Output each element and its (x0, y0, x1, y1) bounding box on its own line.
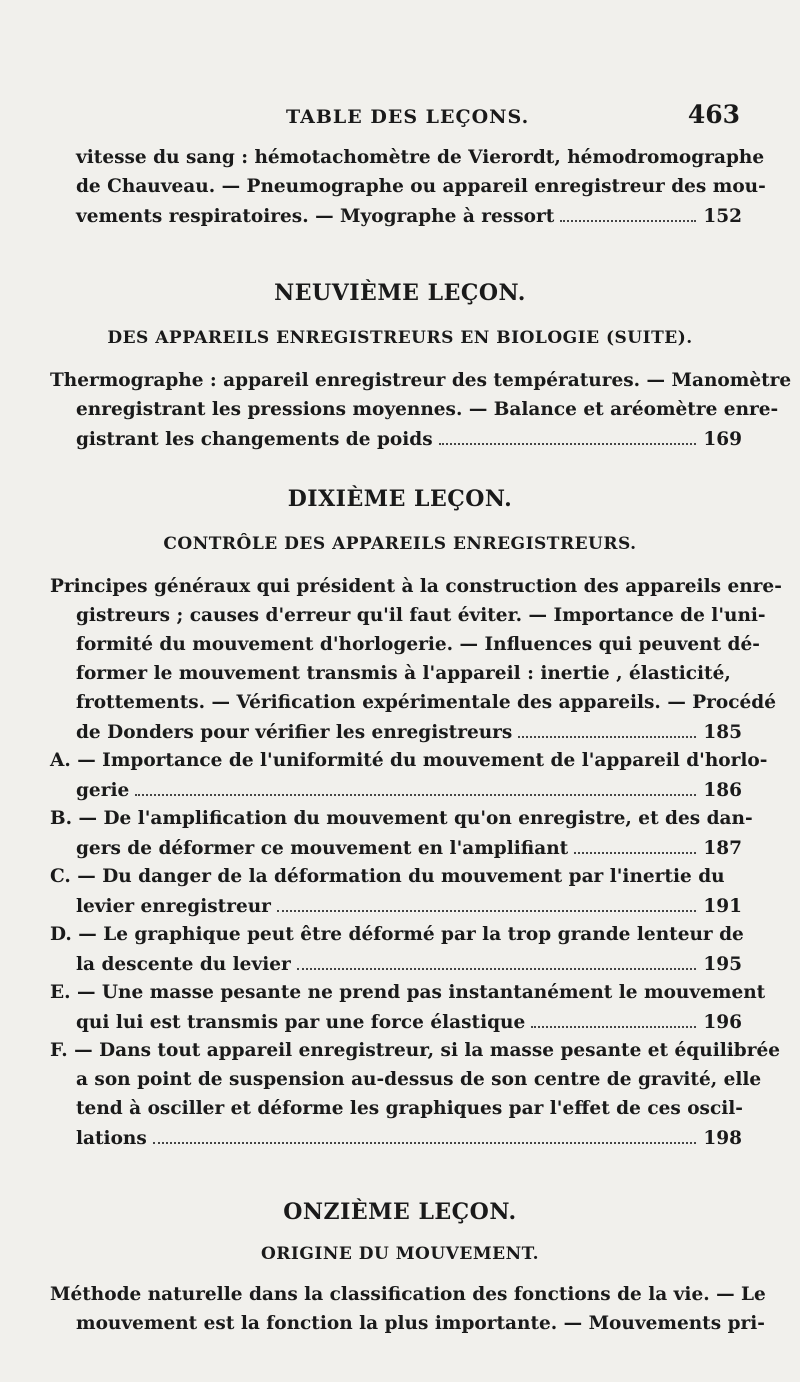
subentry-b-line: B. — De l'amplification du mouvement qu'on enregistre, et des dan- (50, 808, 753, 829)
page-number: 463 (687, 100, 740, 129)
entry-text: de Donders pour vérifier les enregistreurs (76, 722, 513, 743)
toc-entry-line (0, 717, 800, 746)
entry-page: 198 (703, 1128, 742, 1149)
text-line: Méthode naturelle dans la classification des fonctions de la vie. — Le (50, 1284, 766, 1305)
toc-entry-line (0, 833, 800, 862)
lesson-9-subtitle: DES APPAREILS ENREGISTREURS EN BIOLOGIE (SUITE). (107, 328, 693, 348)
subentry-e-line: E. — Une masse pesante ne prend pas instantanément le mouvement (50, 982, 766, 1003)
dot-leader (297, 949, 696, 970)
entry-page: 169 (703, 429, 742, 450)
entry-page: 185 (703, 722, 742, 743)
entry-text: gers de déformer ce mouvement en l'amplifiant (76, 838, 569, 859)
subentry-c-line: C. — Du danger de la déformation du mouvement par l'inertie du (50, 866, 725, 887)
text-line: Thermographe : appareil enregistreur des températures. — Manomètre (50, 370, 792, 391)
subentry-a-line: A. — Importance de l'uniformité du mouvement de l'appareil d'horlo- (50, 750, 768, 771)
toc-entry-line (0, 775, 800, 804)
text-line: mouvement est la fonction la plus importante. — Mouvements pri- (76, 1313, 765, 1334)
running-title: TABLE DES LEÇONS. (286, 106, 530, 128)
toc-entry-line (0, 949, 800, 978)
toc-entry-line (0, 1123, 800, 1152)
intro-entry (0, 143, 800, 230)
lesson-10-subtitle: CONTRÔLE DES APPAREILS ENREGISTREURS. (163, 534, 637, 554)
text-line: frottements. — Vérification expérimentale des appareils. — Procédé (76, 692, 776, 713)
entry-text: qui lui est transmis par une force élastique (76, 1012, 526, 1033)
dot-leader (135, 775, 696, 796)
subentry-d-line: D. — Le graphique peut être déformé par la trop grande lenteur de (50, 924, 744, 945)
entry-page: 195 (703, 954, 742, 975)
toc-entry-line (0, 891, 800, 920)
entry-text: vements respiratoires. — Myographe à ressort (76, 206, 555, 227)
dot-leader (560, 201, 696, 222)
dot-leader (518, 717, 696, 738)
entry-page: 186 (703, 780, 742, 801)
entry-page: 191 (703, 896, 742, 917)
text-line: enregistrant les pressions moyennes. — Balance et aréomètre enre- (76, 399, 779, 420)
text-line: de Chauveau. — Pneumographe ou appareil enregistreur des mou- (76, 176, 766, 197)
entry-page: 187 (703, 838, 742, 859)
toc-entry-line (0, 1007, 800, 1036)
text-line: Principes généraux qui président à la construction des appareils enre- (50, 576, 782, 597)
dot-leader (153, 1123, 696, 1144)
lesson-9-title: NEUVIÈME LEÇON. (274, 280, 526, 306)
lesson-10-title: DIXIÈME LEÇON. (287, 486, 513, 512)
lesson-11-subtitle: ORIGINE DU MOUVEMENT. (260, 1244, 540, 1264)
lesson-11-summary (0, 1280, 800, 1338)
dot-leader (531, 1007, 696, 1028)
text-line: former le mouvement transmis à l'appareil : inertie , élasticité, (76, 663, 731, 684)
dot-leader (574, 833, 696, 854)
text-line: gistreurs ; causes d'erreur qu'il faut éviter. — Importance de l'uni- (76, 605, 766, 626)
lesson-9-summary (0, 366, 800, 453)
entry-text: gerie (76, 780, 130, 801)
text-line: tend à osciller et déforme les graphiques par l'effet de ces oscil- (76, 1098, 743, 1119)
entry-text: la descente du levier (76, 954, 291, 975)
dot-leader (439, 424, 696, 445)
entry-page: 196 (703, 1012, 742, 1033)
entry-text: gistrant les changements de poids (76, 429, 433, 450)
toc-entry-line (0, 201, 800, 230)
entry-text: lations (76, 1128, 147, 1149)
entry-text: levier enregistreur (76, 896, 271, 917)
lesson-10-summary (0, 572, 800, 1152)
toc-entry-line (0, 424, 800, 453)
lesson-11-title: ONZIÈME LEÇON. (283, 1199, 517, 1225)
subentry-f-line: F. — Dans tout appareil enregistreur, si la masse pesante et équilibrée (50, 1040, 781, 1061)
dot-leader (277, 891, 696, 912)
text-line: vitesse du sang : hémotachomètre de Vierordt, hémodromographe (76, 147, 765, 168)
entry-page: 152 (703, 206, 742, 227)
text-line: formité du mouvement d'horlogerie. — Influences qui peuvent dé- (76, 634, 760, 655)
running-head (0, 100, 800, 136)
text-line: a son point de suspension au-dessus de son centre de gravité, elle (76, 1069, 762, 1090)
